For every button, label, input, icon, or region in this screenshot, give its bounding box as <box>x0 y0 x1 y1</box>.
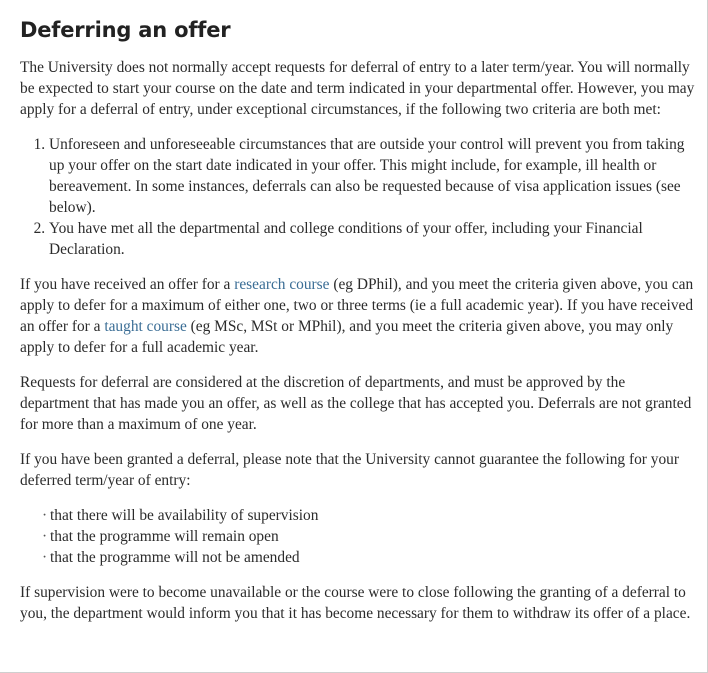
intro-paragraph: The University does not normally accept requests for deferral of entry to a later term/year. You will normally be expected to start your course on the date and term indicated in your departmental offer. However, you may apply for a deferral of entry, under exceptional circumstances, if the following two criteria are both met: <box>20 59 695 118</box>
criteria-list <box>20 134 696 260</box>
list-item <box>42 505 696 526</box>
guarantee-text: that the programme will remain open <box>50 528 279 545</box>
guarantee-text: that the programme will not be amended <box>50 549 300 566</box>
research-course-link[interactable]: research course <box>234 276 330 293</box>
research-text-1: If you have received an offer for a <box>20 276 235 293</box>
granted-paragraph: If you have been granted a deferral, please note that the University cannot guarantee the following for your deferred term/year of entry: <box>20 451 679 489</box>
page-title: Deferring an offer <box>20 18 231 42</box>
page-content <box>20 0 696 624</box>
research-text-2: (eg DPhil), and you meet the criteria given above, you can apply to defer for a maximum of either one, two or three terms (ie a full academic year). If you have received an offer for a <box>20 276 694 335</box>
research-paragraph <box>20 274 696 358</box>
criteria-item-2: 2. You have met all the departmental and college conditions of your offer, including your Financial Declaration. <box>49 218 696 260</box>
criteria-item-1: 1. Unforeseen and unforeseeable circumstances that are outside your control will prevent you from taking up your offer on the start date indicated in your offer. This might include, for example, ill health or bereavement. In some instances, deferrals can also be requested because of visa application issues (see below). <box>49 134 696 218</box>
list-item <box>42 547 696 568</box>
supervision-paragraph: If supervision were to become unavailable or the course were to close following the granting of a deferral to you, the department would inform you that it has become necessary for them to withdraw its offer of a place. <box>20 584 691 622</box>
bullet-icon: · <box>42 507 48 524</box>
guarantee-text: that there will be availability of supervision <box>50 507 319 524</box>
guarantees-list <box>20 505 696 568</box>
requests-paragraph: Requests for deferral are considered at the discretion of departments, and must be approved by the department that has made you an offer, as well as the college that has accepted you. Deferrals are not granted for more than a maximum of one year. <box>20 374 692 433</box>
list-item <box>42 526 696 547</box>
bullet-icon: · <box>42 549 48 566</box>
research-text-3: (eg MSc, MSt or MPhil), and you meet the criteria given above, you may only apply to defer for a full academic year. <box>20 318 674 356</box>
bullet-icon: · <box>42 528 48 545</box>
taught-course-link[interactable]: taught course <box>104 318 187 335</box>
